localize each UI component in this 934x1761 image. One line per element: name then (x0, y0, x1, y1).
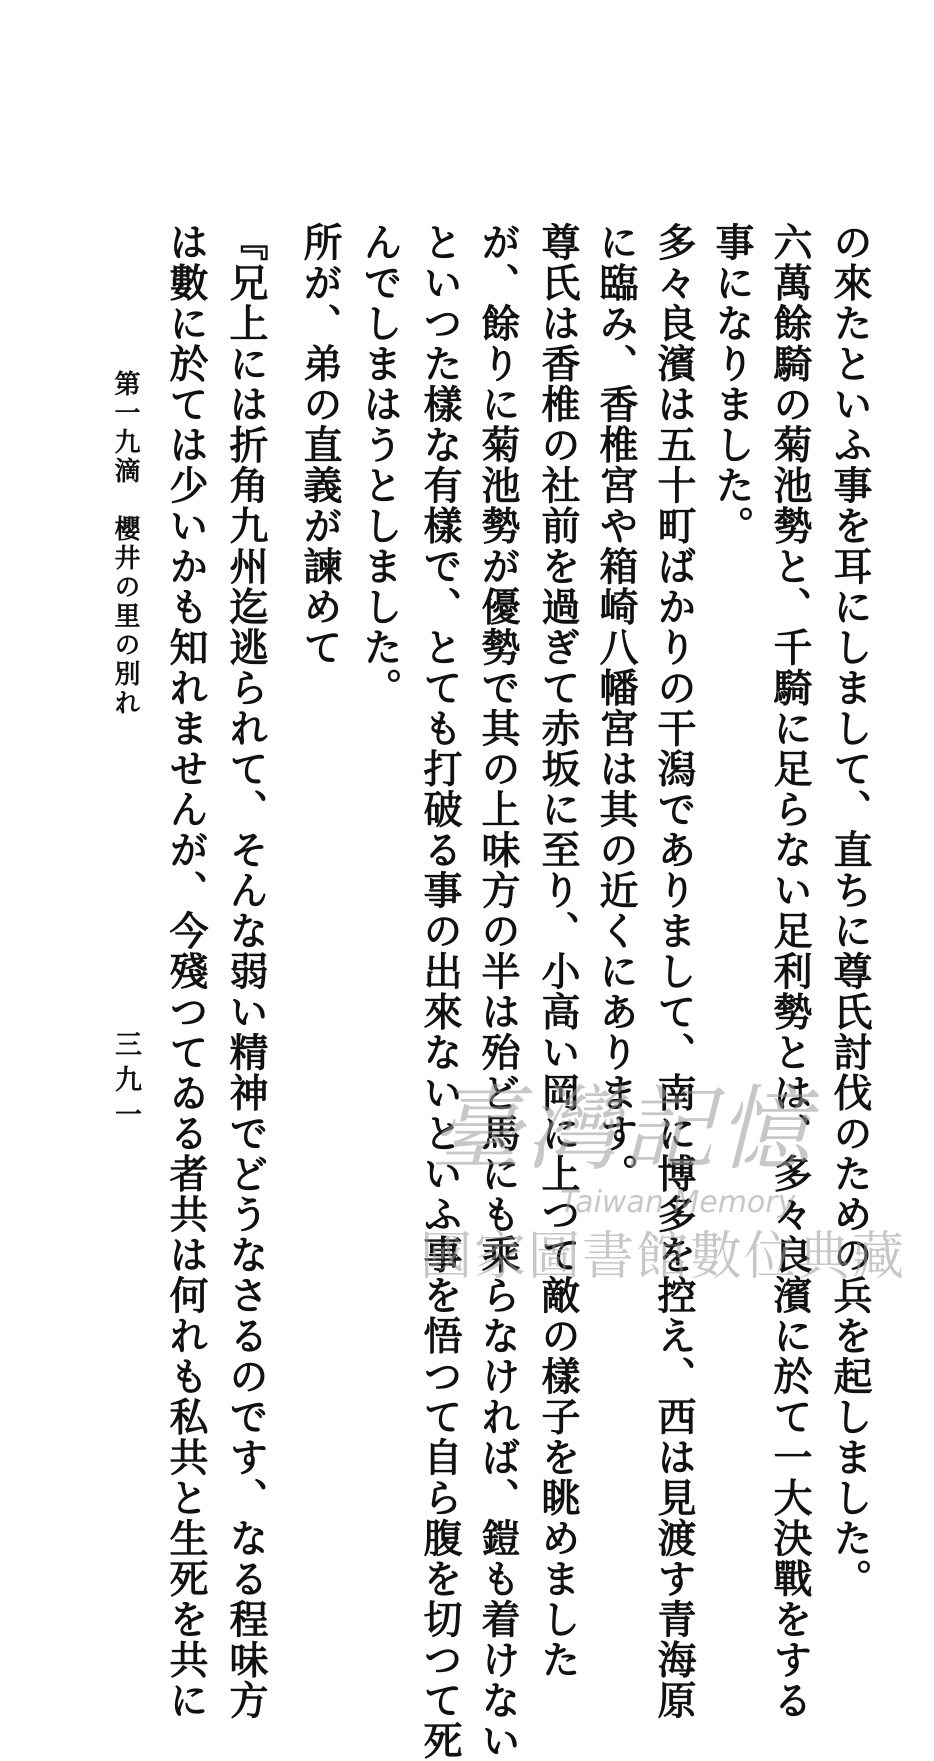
text-column-4: 多々良濱は五十町ばかりの干潟でありまして、南に博多を控え、西は見渡す青海原 (651, 222, 697, 1721)
text-column-8: といつた樣な有樣で、とても打破る事の出來ないといふ事を悟つて自ら腹を切つて死 (417, 222, 463, 1761)
text-column-10: 所が、弟の直義が諫めて (297, 222, 343, 668)
text-column-9: んでしまはうとしました。 (357, 222, 403, 708)
text-column-6: 尊氏は香椎の社前を過ぎて赤坂に至り、小高い岡に上つて敵の樣子を眺めました (535, 222, 581, 1680)
text-column-7: が、餘りに菊池勢が優勢で其の上味方の半は殆ど馬にも乘らなければ、鎧も着けない (475, 222, 521, 1761)
page-number: 三九一 (110, 1030, 141, 1135)
text-column-1: の來たといふ事を耳にしまして、直ちに尊氏討伐のための兵を起しました。 (827, 222, 873, 1599)
text-column-3: 事になりました。 (709, 222, 755, 546)
watermark-organization: 國家圖書館數位典藏 (420, 1227, 907, 1287)
text-column-11: 『兄上には折角九州迄逃られて、そんな弱い精神でどうなさるのです、なる程味方 (223, 222, 269, 1721)
library-watermark (410, 1075, 907, 1315)
text-column-2: 六萬餘騎の菊池勢と、千騎に足らない足利勢とは、多々良濱に於て一大決戰をする (767, 222, 813, 1721)
running-header: 第一九滴 櫻井の里の別れ (110, 370, 140, 718)
text-column-5: に臨み、香椎宮や箱崎八幡宮は其の近くにあります。 (593, 222, 639, 1194)
watermark-calligraphy: 臺灣記憶 (430, 1076, 815, 1183)
text-column-12: は數に於ては少いかも知れませんが、今殘つてゐる者共は何れも私共と生死を共に (163, 222, 209, 1721)
watermark-english: Taiwan Memory (560, 1185, 796, 1220)
